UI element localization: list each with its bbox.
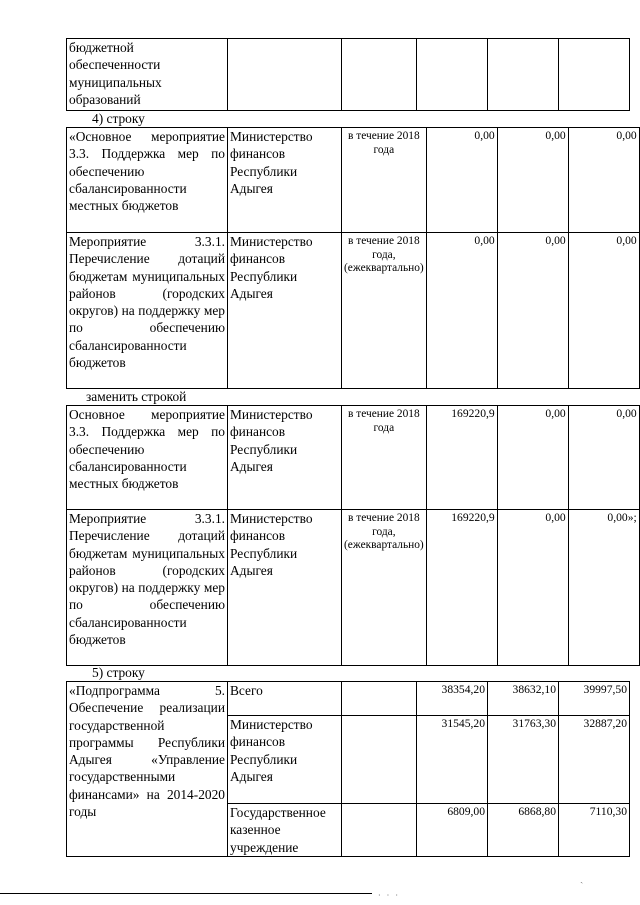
cell-name: Мероприятие 3.3.1. Перечисление дотаций бюджетам муниципальных районов (городских округов) на поддержку мер по обеспечению сбалансированности бюджетов [67,510,228,666]
table-top-fragment [66,38,630,111]
cell-value-3: 0,00 [568,406,639,510]
table-replacement [66,405,640,666]
scan-mark: ˏ [580,873,584,884]
cell-name: Основное мероприятие 3.3. Поддержка мер по обеспечению сбалансированности местных бюджетов [67,406,228,510]
cell-name: бюджетной обеспеченности муниципальных образований [67,39,228,111]
table-row [67,406,640,510]
table-row [67,233,640,389]
cell-value-3: 39997,50 [559,682,630,716]
table-row [67,39,630,111]
cell-value-2: 38632,10 [488,682,559,716]
cell-executor: Министерство финансов Республики Адыгея [228,510,342,666]
cell-value-2: 0,00 [497,406,568,510]
cell-value-1: 31545,20 [417,716,488,804]
cell-value-1: 169220,9 [426,406,497,510]
cell-period [342,39,417,111]
cell-value-2: 0,00 [497,128,568,233]
cell-value-2: 0,00 [497,233,568,389]
cell-period: в течение 2018 года [342,128,427,233]
cell-name: «Основное мероприятие 3.3. Поддержка мер по обеспечению сбалансированности местных бюджетов [67,128,228,233]
footnote-separator [0,893,372,894]
table-row [67,128,640,233]
caption-replace: заменить строкой [86,389,187,404]
cell-value-3: 7110,30 [559,804,630,857]
cell-value-1: 0,00 [426,233,497,389]
table-item-4 [66,127,640,389]
table-row [67,682,630,716]
cell-name: Мероприятие 3.3.1. Перечисление дотаций бюджетам муниципальных районов (городских округов) на поддержку мер по обеспечению сбалансированности бюджетов [67,233,228,389]
caption-item-5: 5) строку [92,665,145,680]
cell-value-1: 0,00 [426,128,497,233]
cell-period: в течение 2018 года, (ежеквартально) [342,510,427,666]
cell-value-1: 169220,9 [426,510,497,666]
cell-value-3 [559,39,630,111]
caption-item-4: 4) строку [92,111,145,126]
cell-executor [228,39,342,111]
cell-value-2: 31763,30 [488,716,559,804]
cell-period [342,682,417,716]
cell-value-2: 0,00 [497,510,568,666]
cell-executor: Министерство финансов Республики Адыгея [228,128,342,233]
cell-value-3: 32887,20 [559,716,630,804]
cell-name: «Подпрограмма 5. Обеспечение реализации государственной программы Республики Адыгея «Управление государственными финансами» на 2014-2020 годы [67,682,228,857]
cell-executor: Министерство финансов Республики Адыгея [228,233,342,389]
cell-value-1: 38354,20 [417,682,488,716]
cell-value-2 [488,39,559,111]
cell-period [342,716,417,804]
cell-period: в течение 2018 года [342,406,427,510]
cell-executor: Министерство финансов Республики Адыгея [228,716,342,804]
cell-value-3: 0,00 [568,233,639,389]
cell-executor: Всего [228,682,342,716]
cell-period [342,804,417,857]
scan-artifact: · · · [378,891,400,900]
cell-executor: Государственное казенное учреждение [228,804,342,857]
cell-period: в течение 2018 года, (ежеквартально) [342,233,427,389]
table-row [67,510,640,666]
cell-value-1: 6809,00 [417,804,488,857]
cell-value-2: 6868,80 [488,804,559,857]
cell-value-3: 0,00 [568,128,639,233]
cell-value-3: 0,00»; [568,510,639,666]
cell-executor: Министерство финансов Республики Адыгея [228,406,342,510]
table-item-5 [66,681,630,857]
cell-value-1 [417,39,488,111]
